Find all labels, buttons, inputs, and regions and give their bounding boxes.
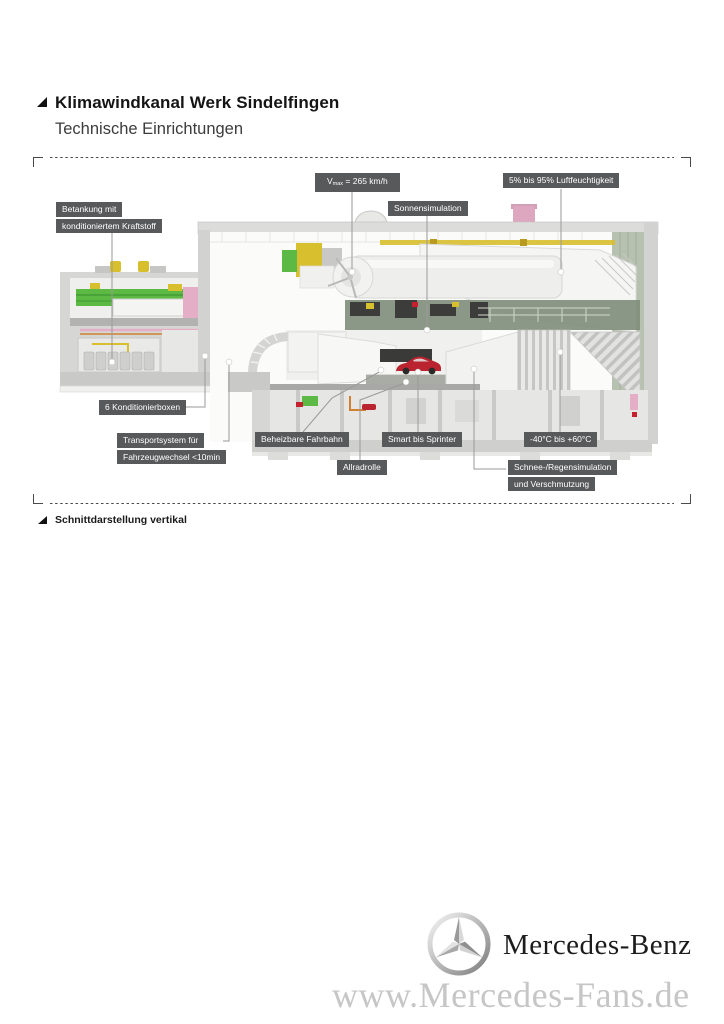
label-transportsystem-line2: Fahrzeugwechsel <10min	[117, 450, 226, 465]
crop-mark-bottom-right-icon	[681, 494, 691, 504]
page-subtitle: Technische Einrichtungen	[55, 120, 244, 138]
label-transportsystem-line1: Transportsystem für	[117, 433, 204, 448]
vmax-subscript: max	[332, 181, 344, 187]
mercedes-star-icon	[430, 915, 488, 973]
figure-caption: Schnittdarstellung vertikal	[55, 514, 187, 526]
watermark-text: www.Mercedes-Fans.de	[332, 975, 690, 1015]
label-betankung-line1: Betankung mit	[56, 202, 122, 217]
vmax-prefix: V	[327, 176, 333, 186]
section-marker-icon	[37, 97, 47, 107]
brand-wordmark: Mercedes-Benz	[503, 929, 692, 961]
label-betankung	[56, 202, 162, 233]
label-luftfeuchtigkeit: 5% bis 95% Luftfeuchtigkeit	[503, 173, 619, 188]
crane-beam	[380, 240, 615, 245]
section-marker-icon	[38, 516, 47, 524]
label-schnee-line1: Schnee-/Regensimulation	[508, 460, 617, 475]
label-sonnensimulation: Sonnensimulation	[388, 201, 468, 216]
label-schnee	[508, 460, 617, 491]
page-title: Klimawindkanal Werk Sindelfingen	[55, 93, 340, 112]
label-temperatur: -40°C bis +60°C	[524, 432, 597, 447]
label-schnee-line2: und Verschmutzung	[508, 477, 595, 492]
label-konditionierboxen: 6 Konditionierboxen	[99, 400, 186, 415]
label-allradrolle: Allradrolle	[337, 460, 387, 475]
label-transportsystem	[117, 433, 226, 464]
basement-car	[362, 404, 376, 410]
building-section	[60, 204, 658, 460]
label-smart-bis-sprinter: Smart bis Sprinter	[382, 432, 462, 447]
mid-equipment-deck	[345, 300, 640, 330]
crop-mark-top-left-icon	[34, 158, 44, 168]
label-beheizbare-fahrbahn: Beheizbare Fahrbahn	[255, 432, 349, 447]
label-vmax	[315, 173, 400, 192]
crop-mark-bottom-left-icon	[34, 494, 44, 504]
label-betankung-line2: konditioniertem Kraftstoff	[56, 219, 162, 234]
crop-mark-top-right-icon	[681, 158, 691, 168]
vmax-value: = 265 km/h	[343, 176, 388, 186]
